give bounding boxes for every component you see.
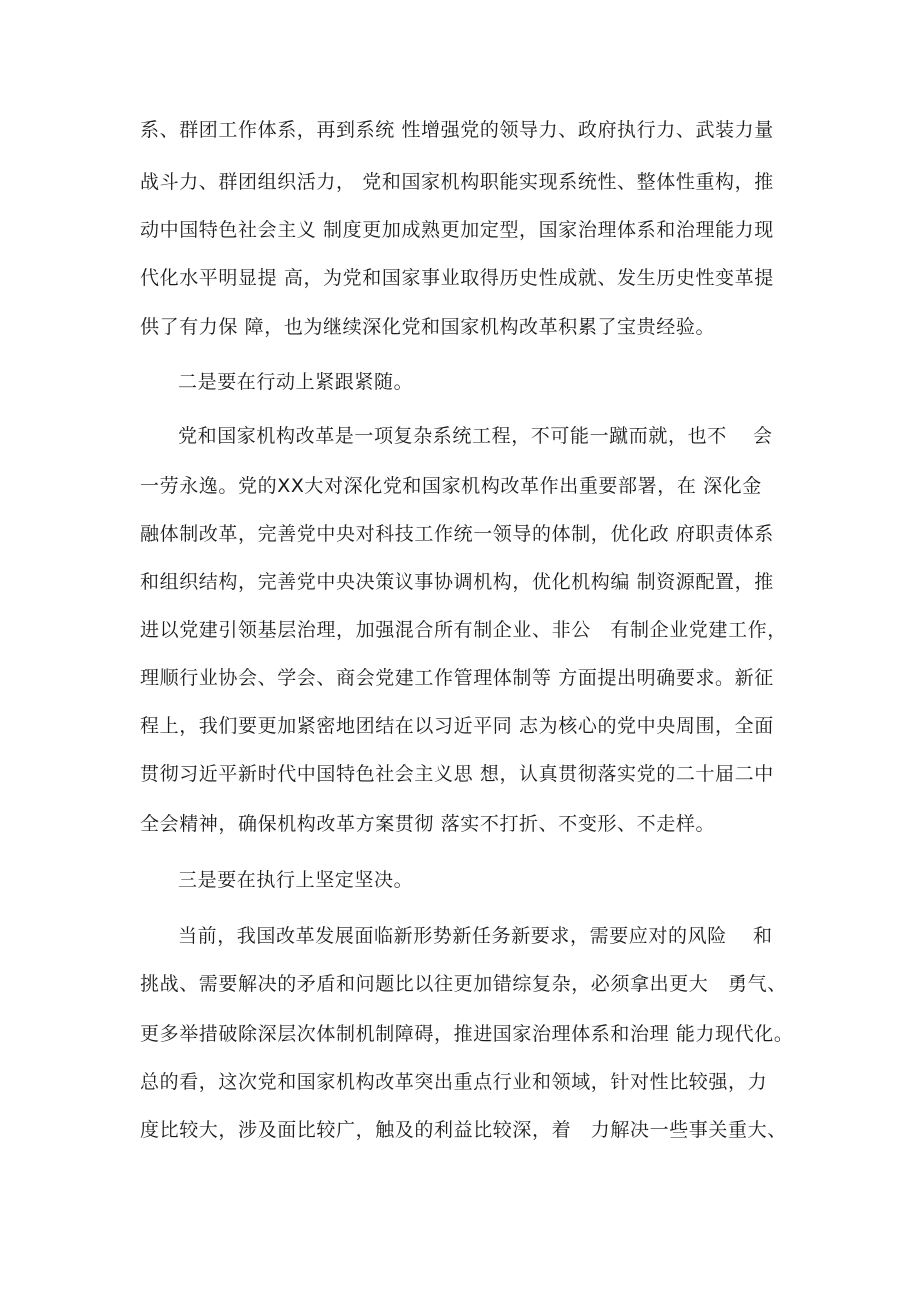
text-line: 更多举措破除深层次体制机制障碍，推进国家治理体系和治理 能力现代化。 — [140, 1023, 794, 1045]
text-line: 战斗力、群团组织活力， 党和国家机构职能实现系统性、整体性重构，推 — [140, 171, 774, 193]
section-heading: 三是要在执行上坚定坚决。 — [178, 869, 414, 891]
text-line: 贯彻习近平新时代中国特色社会主义思 想，认真贯彻落实党的二十届二中 — [140, 763, 774, 785]
text-line: 代化水平明显提 高，为党和国家事业取得历史性成就、发生历史性变革提 — [140, 267, 774, 289]
text-line: 当前，我国改革发展面临新形势新任务新要求，需要应对的风险 和 — [178, 925, 773, 947]
text-line: 全会精神，确保机构改革方案贯彻 落实不打折、不变形、不走样。 — [140, 813, 716, 835]
text-line: 党和国家机构改革是一项复杂系统工程，不可能一蹴而就，也不 会 — [178, 425, 773, 447]
text-line: 进以党建引领基层治理，加强混合所有制企业、非公 有制企业党建工作， — [140, 619, 787, 641]
text-line: 总的看，这次党和国家机构改革突出重点行业和领域，针对性比较强，力 — [140, 1071, 768, 1093]
text-line: 度比较大，涉及面比较广，触及的利益比较深，着 力解决一些事关重大、 — [140, 1119, 787, 1141]
section-heading: 二是要在行动上紧跟紧随。 — [178, 371, 414, 393]
text-line: 一劳永逸。党的XX大对深化党和国家机构改革作出重要部署，在 深化金 — [140, 475, 762, 497]
text-line: 系、群团工作体系，再到系统 性增强党的领导力、政府执行力、武装力量 — [140, 119, 774, 141]
text-line: 挑战、需要解决的矛盾和问题比以往更加错综复杂，必须拿出更大 勇气、 — [140, 973, 787, 995]
text-line: 程上，我们要更加紧密地团结在以习近平同 志为核心的党中央周围，全面 — [140, 715, 774, 737]
text-line: 理顺行业协会、学会、商会党建工作管理体制等 方面提出明确要求。新征 — [140, 667, 774, 689]
text-line: 动中国特色社会主义 制度更加成熟更加定型，国家治理体系和治理能力现 — [140, 219, 774, 241]
text-line: 融体制改革，完善党中央对科技工作统一领导的体制，优化政 府职责体系 — [140, 523, 774, 545]
text-line: 供了有力保 障，也为继续深化党和国家机构改革积累了宝贵经验。 — [140, 316, 716, 338]
text-line: 和组织结构，完善党中央决策议事协调机构，优化机构编 制资源配置，推 — [140, 571, 774, 593]
